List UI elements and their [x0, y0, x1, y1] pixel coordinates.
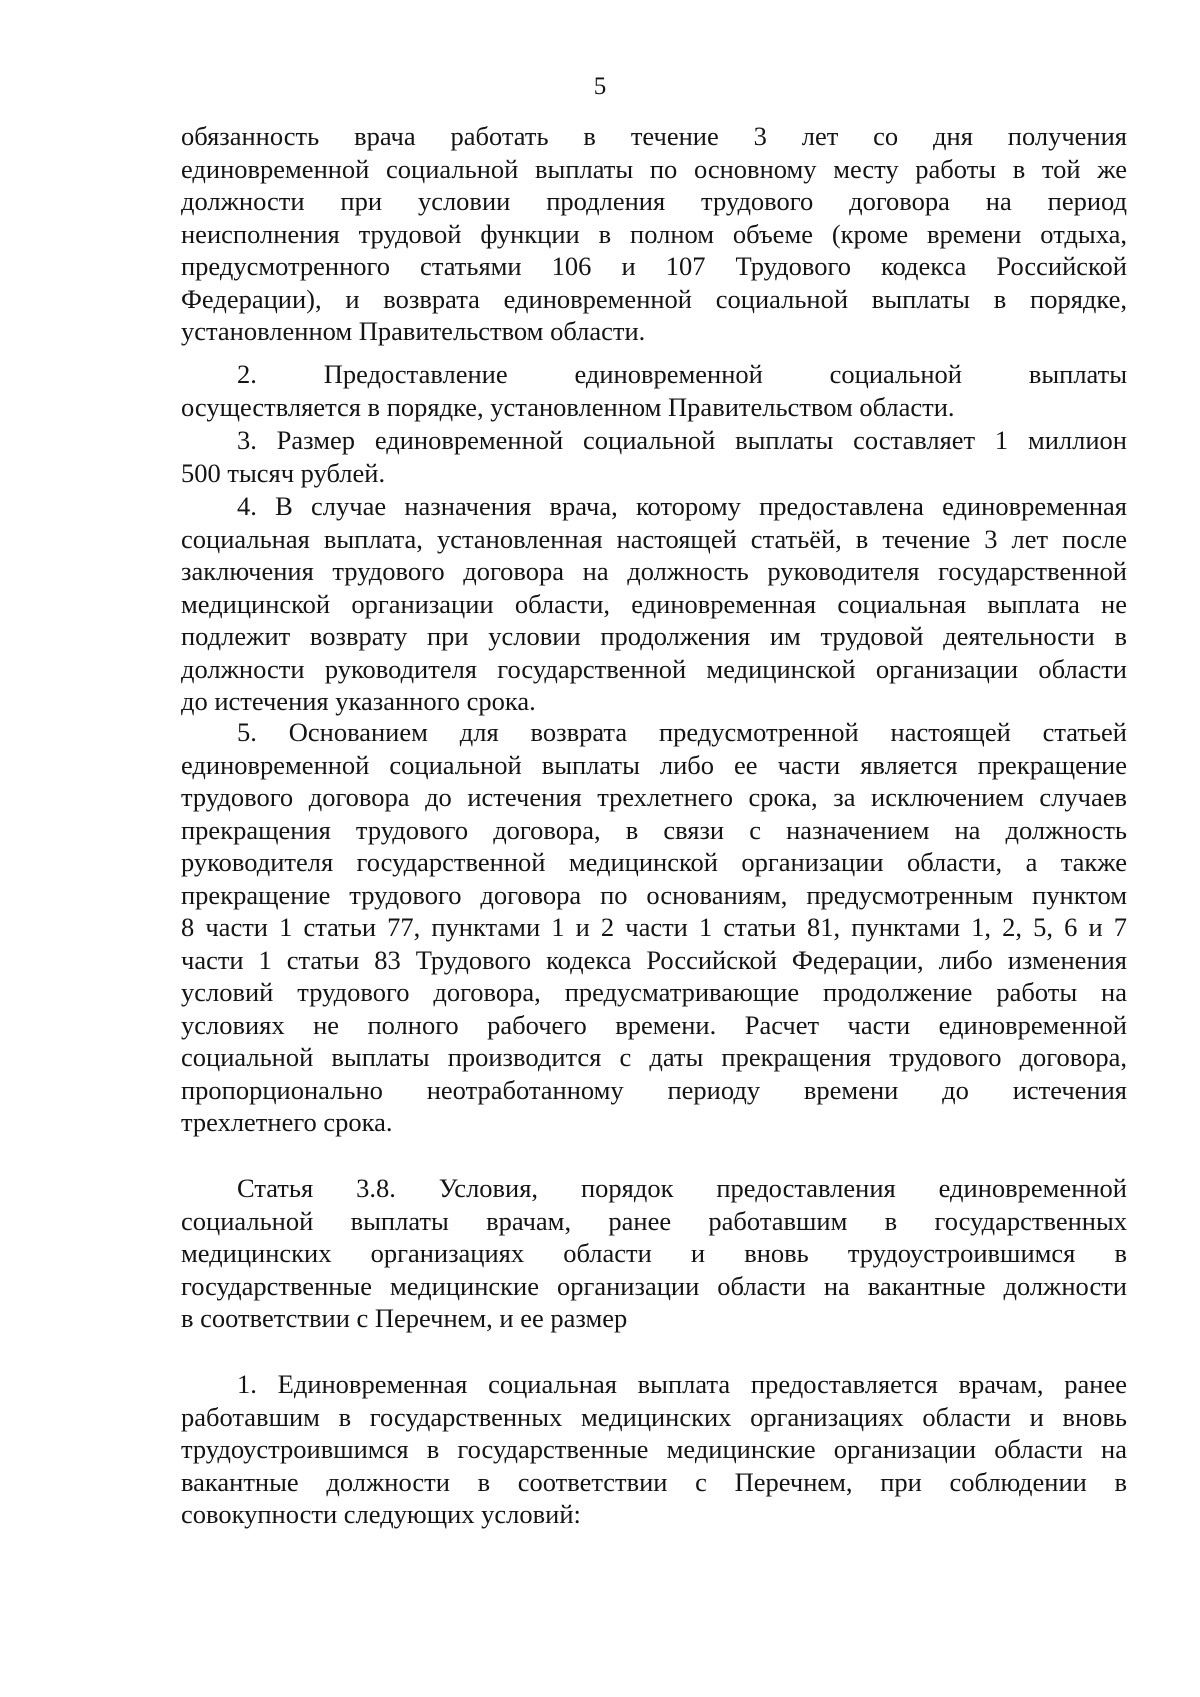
paragraph-item-3 [181, 424, 1127, 489]
paragraph-article-item-1 [181, 1368, 1127, 1531]
text-line: пропорционально неотработанному периоду времени до истечения [181, 1074, 1127, 1105]
text-line: в соответствии с Перечнем, и ее размер [181, 1303, 628, 1333]
text-line: неисполнения трудовой функции в полном объеме (кроме времени отдыха, [181, 218, 1127, 249]
text-line: условий трудового договора, предусматривающие продолжение работы на [181, 977, 1127, 1007]
text-line: совокупности следующих условий: [181, 1499, 581, 1529]
text-line: 500 тысяч рублей. [181, 457, 386, 488]
text-line: 3. Размер единовременной социальной выплаты составляет 1 миллион [237, 425, 1127, 455]
text-line: 4. В случае назначения врача, которому предоставлена единовременная [237, 491, 1127, 521]
paragraph-continuation [181, 120, 1127, 348]
text-line: 1. Единовременная социальная выплата предоставляется врачам, ранее [237, 1369, 1127, 1399]
text-line: единовременной социальной выплаты по основному месту работы в той же [181, 153, 1127, 184]
text-line: социальная выплата, установленная настоящей статьёй, в течение 3 лет после [181, 523, 1127, 554]
text-line: части 1 статьи 83 Трудового кодекса Российской Федерации, либо изменения [181, 944, 1127, 975]
paragraph-item-2 [181, 358, 1127, 423]
text-line: заключения трудового договора на должность руководителя государственной [181, 556, 1127, 586]
text-line: подлежит возврату при условии продолжения им трудовой деятельности в [181, 621, 1127, 651]
text-line: обязанность врача работать в течение 3 лет со дня получения [181, 121, 1127, 151]
page-number: 5 [593, 73, 607, 100]
text-line: работавшим в государственных медицинских организациях области и вновь [181, 1401, 1127, 1432]
text-line: 8 части 1 статьи 77, пунктами 1 и 2 части 1 статьи 81, пунктами 1, 2, 5, 6 и 7 [181, 912, 1127, 942]
text-line: медицинской организации области, единовременная социальная выплата не [181, 588, 1127, 619]
text-line: государственные медицинские организации области на вакантные должности [181, 1270, 1127, 1301]
text-line: должности руководителя государственной медицинской организации области [181, 653, 1127, 684]
text-line: прекращения трудового договора, в связи с назначением на должность [181, 814, 1127, 845]
paragraph-item-4 [181, 490, 1127, 718]
text-line: руководителя государственной медицинской организации области, а также [181, 847, 1127, 877]
text-line: 5. Основанием для возврата предусмотренной настоящей статьей [237, 717, 1127, 747]
text-line: трудоустроившимся в государственные медицинские организации области на [181, 1434, 1127, 1464]
text-line: предусмотренного статьями 106 и 107 Трудового кодекса Российской [181, 251, 1127, 281]
paragraph-item-5 [181, 716, 1127, 1139]
text-line: должности при условии продления трудового договора на период [181, 186, 1127, 216]
text-line: трехлетнего срока. [181, 1107, 393, 1137]
text-line: 2. Предоставление единовременной социальной выплаты [237, 359, 1127, 389]
text-line: установленном Правительством области. [181, 316, 646, 346]
text-line: осуществляется в порядке, установленном Правительством области. [181, 391, 955, 422]
text-line: медицинских организациях области и вновь трудоустроившимся в [181, 1238, 1127, 1268]
text-line: Федерации), и возврата единовременной социальной выплаты в порядке, [181, 283, 1127, 314]
text-line: социальной выплаты производится с даты прекращения трудового договора, [181, 1042, 1127, 1072]
text-line: социальной выплаты врачам, ранее работавшим в государственных [181, 1205, 1127, 1236]
text-line: до истечения указанного срока. [181, 686, 536, 716]
text-line: Статья 3.8. Условия, порядок предоставления единовременной [237, 1173, 1127, 1203]
text-line: единовременной социальной выплаты либо ее части является прекращение [181, 749, 1127, 780]
article-heading [181, 1172, 1127, 1335]
text-line: условиях не полного рабочего времени. Расчет части единовременной [181, 1009, 1127, 1040]
text-line: трудового договора до истечения трехлетнего срока, за исключением случаев [181, 782, 1127, 812]
text-line: вакантные должности в соответствии с Перечнем, при соблюдении в [181, 1466, 1127, 1497]
text-line: прекращение трудового договора по основаниям, предусмотренным пунктом [181, 879, 1127, 910]
